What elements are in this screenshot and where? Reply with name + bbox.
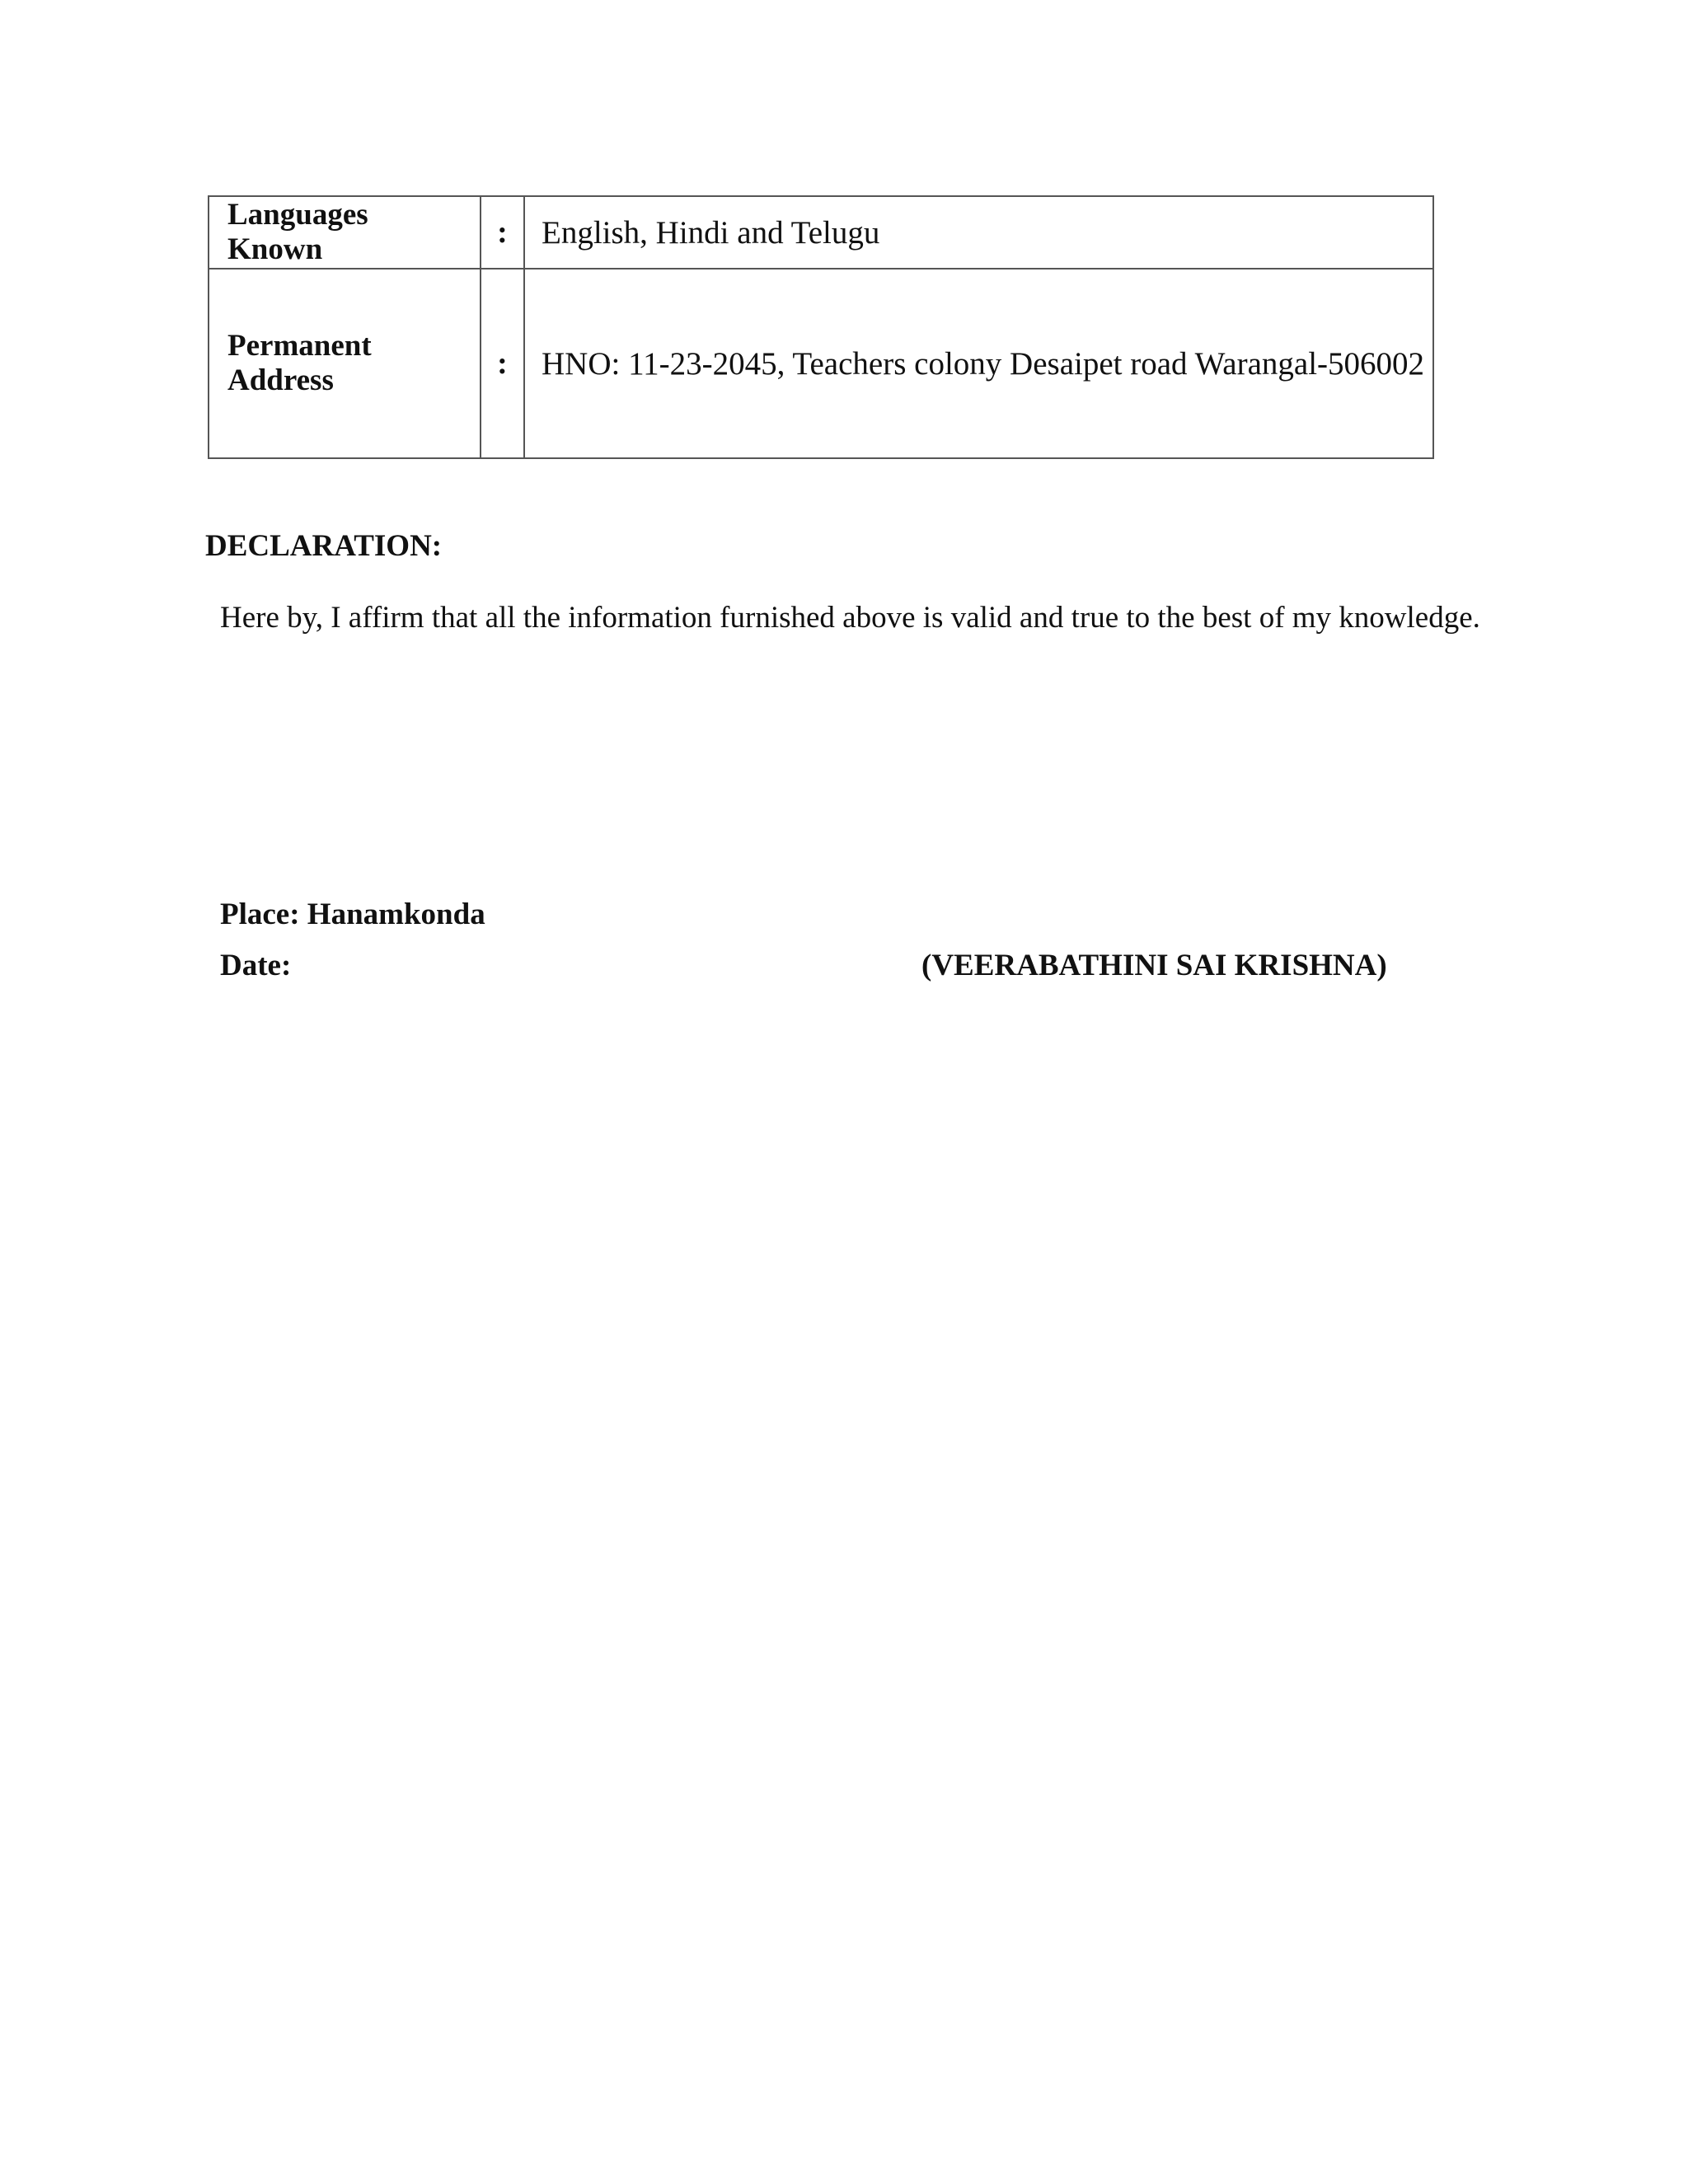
languages-known-separator: : <box>481 196 524 269</box>
permanent-address-label-line-1: Permanent <box>227 329 372 363</box>
date-line: Date: <box>220 949 292 982</box>
permanent-address-label-line-2: Address <box>227 363 334 397</box>
place-line: Place: Hanamkonda <box>220 898 485 931</box>
signatory-name: (VEERABATHINI SAI KRISHNA) <box>921 949 1387 982</box>
languages-known-label <box>209 196 481 269</box>
languages-known-row <box>209 196 1433 269</box>
permanent-address-row <box>209 269 1433 458</box>
languages-known-value: English, Hindi and Telugu <box>524 196 1433 269</box>
personal-details-table <box>208 195 1434 459</box>
declaration-text: Here by, I affirm that all the information furnished above is valid and true to the best of my knowledge. <box>220 601 1480 635</box>
declaration-heading: DECLARATION: <box>205 529 443 563</box>
languages-known-label-line-1: Languages <box>227 198 368 232</box>
languages-known-label-line-2: Known <box>227 232 323 266</box>
permanent-address-value: HNO: 11-23-2045, Teachers colony Desaipet road Warangal-506002 <box>524 269 1433 458</box>
permanent-address-separator: : <box>481 269 524 458</box>
permanent-address-label <box>209 269 481 458</box>
